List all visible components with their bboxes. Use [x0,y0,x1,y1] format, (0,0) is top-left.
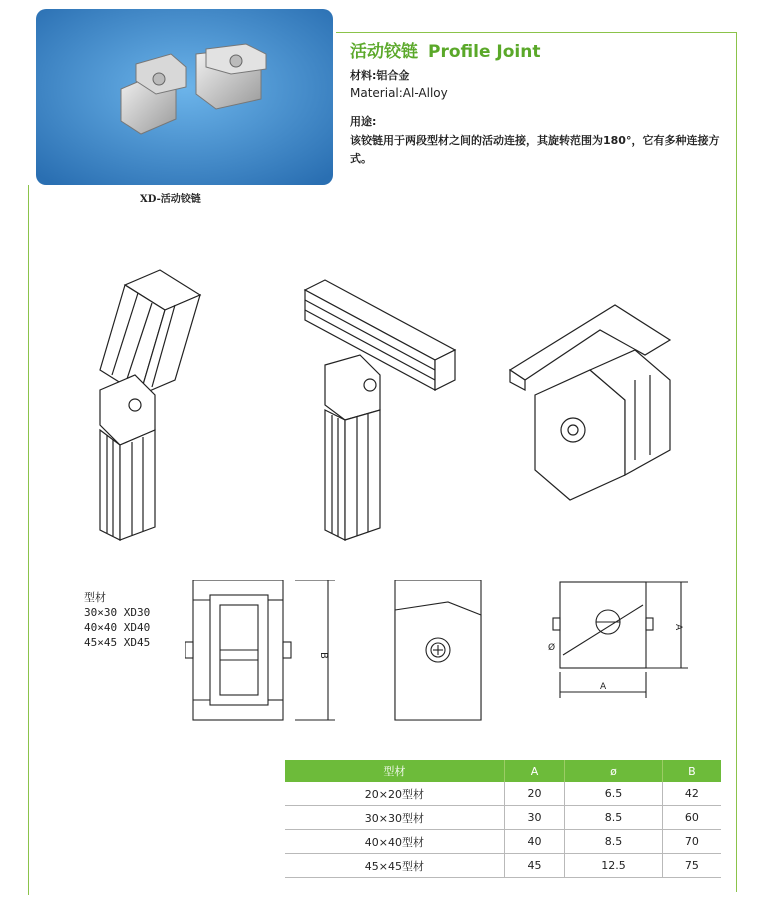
frame-line-left [28,185,29,895]
dim-label-a-vertical: A [673,624,683,631]
title-en: Profile Joint [428,42,541,62]
dim-label-b: B [318,652,329,659]
drawing-front-view [185,580,345,725]
col-header-phi: ø [565,760,663,782]
drawing-top-view [548,580,693,705]
table-row [285,854,721,878]
dimension-table [285,760,721,878]
table-cell: 20×20型材 [285,782,504,806]
table-cell: 40×40型材 [285,830,504,854]
spec-row: 30×30 XD30 [84,606,151,619]
drawing-angled-joint [80,265,210,555]
table-cell: 70 [662,830,721,854]
col-header-a: A [504,760,564,782]
table-cell: 40 [504,830,564,854]
table-row [285,830,721,854]
col-header-profile: 型材 [285,760,504,782]
spec-row: 45×45 XD45 [84,636,151,649]
table-cell: 30×30型材 [285,806,504,830]
title-cn: 活动铰链 [350,42,418,62]
dim-label-a-horizontal: A [600,682,607,692]
table-header-row [285,760,721,782]
table-cell: 60 [662,806,721,830]
page-title [350,37,540,62]
spec-heading: 型材 [84,591,106,604]
table-cell: 12.5 [565,854,663,878]
drawing-hinge-block [505,300,685,510]
product-photo [36,9,333,185]
drawing-side-view [393,580,483,725]
table-cell: 30 [504,806,564,830]
col-header-b: B [662,760,721,782]
frame-line-top [336,32,736,33]
table-row [285,782,721,806]
table-cell: 45×45型材 [285,854,504,878]
table-cell: 42 [662,782,721,806]
table-cell: 6.5 [565,782,663,806]
table-cell: 8.5 [565,806,663,830]
drawing-tee-joint [285,270,465,560]
frame-line-right [736,32,737,892]
table-cell: 20 [504,782,564,806]
material-cn: 材料:铝合金 [350,69,410,82]
table-cell: 45 [504,854,564,878]
table-cell: 75 [662,854,721,878]
spec-row: 40×40 XD40 [84,621,151,634]
dim-label-phi: Ø [548,643,556,653]
table-cell: 8.5 [565,830,663,854]
material-en: Material:Al-Alloy [350,86,448,100]
table-row [285,806,721,830]
usage-description: 该铰链用于两段型材之间的活动连接，其旋转范围为180°，它有多种连接方式。 [350,134,720,165]
photo-caption: XD-活动铰链 [140,194,201,205]
profile-spec-list [84,590,150,650]
usage-label: 用途: [350,115,377,128]
